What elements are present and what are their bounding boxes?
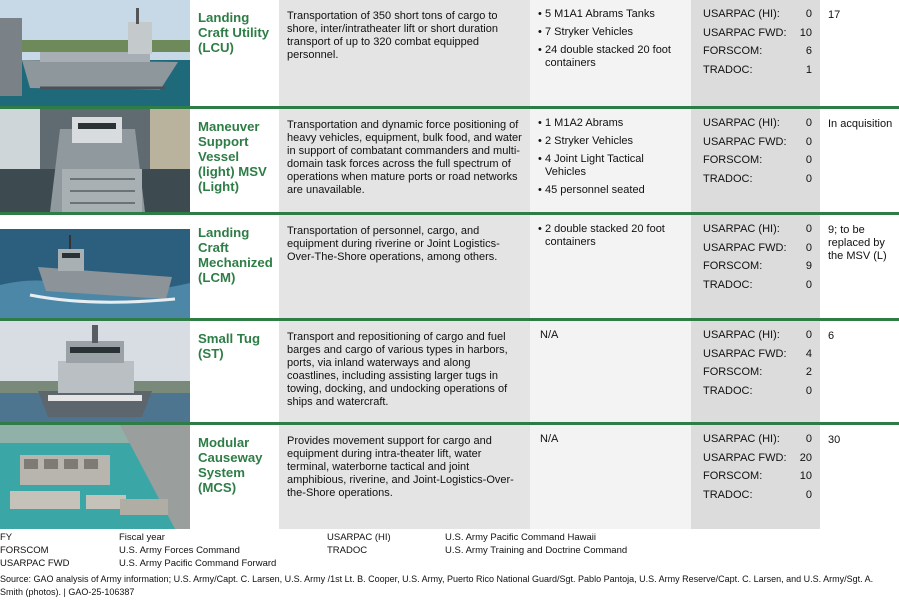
vessel-description: Transportation of 350 short tons of cargo to shore, inter/intratheater lift or short duration transport of up to 320 combat equipped personnel.: [279, 0, 530, 106]
location-count: 4: [805, 347, 812, 360]
location-label: USARPAC FWD:: [703, 135, 787, 148]
location-line: [703, 27, 812, 46]
capacity-item: • 24 double stacked 20 foot containers: [538, 44, 685, 70]
legend-full: Fiscal year: [119, 532, 165, 543]
location-label: USARPAC FWD:: [703, 241, 787, 254]
location-label: USARPAC (HI):: [703, 223, 780, 235]
vessel-locations: [691, 109, 820, 212]
location-label: USARPAC (HI):: [703, 8, 780, 20]
mcs-photo: [0, 425, 190, 529]
vessel-capacity: [530, 425, 691, 529]
legend-abbr: FY: [0, 532, 13, 543]
vessel-description: Provides movement support for cargo and equipment during intra-theater lift, water terminal, waterborne tactical and joint amphibious, riverine, and Joint-Logistics-Over-the-Shore operations.: [279, 425, 530, 529]
vessel-capacity: [530, 321, 691, 422]
location-label: USARPAC (HI):: [703, 329, 780, 341]
capacity-item: • 7 Stryker Vehicles: [538, 26, 685, 39]
location-count: 1: [805, 63, 812, 76]
capacity-item: • 4 Joint Light Tactical Vehicles: [538, 153, 685, 179]
legend-full: U.S. Army Training and Doctrine Command: [445, 545, 628, 556]
capacity-item: • 2 double stacked 20 foot containers: [538, 223, 685, 249]
vessel-row-mcs: [0, 422, 899, 529]
location-count: 0: [805, 384, 812, 397]
vessel-description: Transportation of personnel, cargo, and equipment during riverine or Joint Logistics-Over-The-Shore operations, among others.: [279, 215, 530, 318]
location-line: [703, 223, 812, 242]
location-label: TRADOC:: [703, 278, 753, 291]
msv-photo: [0, 109, 190, 212]
location-line: [703, 117, 812, 136]
legend-abbr: USARPAC (HI): [327, 532, 391, 543]
location-line: [703, 433, 812, 452]
location-count: 10: [799, 470, 812, 482]
vessel-description: Transport and repositioning of cargo and fuel barges and cargo of various types in harbors, ports, via inland waterways and along coastlines, including assisting larger tugs in towing, docking, and undocking operations of ships and watercraft.: [279, 321, 530, 422]
vessel-fy: 17: [820, 0, 899, 106]
vessel-row-lcu: [0, 0, 899, 106]
vessel-row-lcm: [0, 212, 899, 318]
location-label: TRADOC:: [703, 63, 753, 76]
vessel-locations: [691, 0, 820, 106]
vessel-capacity: [530, 0, 691, 106]
location-line: [703, 45, 812, 64]
location-line: [703, 260, 812, 279]
legend-abbr: FORSCOM: [0, 545, 49, 556]
vessel-locations: [691, 425, 820, 529]
location-label: FORSCOM:: [703, 260, 763, 272]
location-label: USARPAC (HI):: [703, 433, 780, 445]
location-count: 0: [805, 241, 812, 254]
vessel-fy: 6: [820, 321, 899, 422]
capacity-item: • 5 M1A1 Abrams Tanks: [538, 8, 685, 21]
location-line: [703, 385, 812, 404]
capacity-na: N/A: [540, 433, 559, 445]
lcm-photo: [0, 215, 190, 318]
location-label: FORSCOM:: [703, 154, 763, 166]
location-line: [703, 366, 812, 385]
location-label: TRADOC:: [703, 172, 753, 185]
legend-abbr: USARPAC FWD: [0, 558, 70, 569]
location-count: 0: [805, 488, 812, 501]
location-line: [703, 489, 812, 508]
location-count: 0: [805, 8, 812, 20]
location-count: 0: [805, 117, 812, 129]
location-line: [703, 329, 812, 348]
vessel-name: Small Tug (ST): [190, 321, 279, 422]
location-count: 0: [805, 329, 812, 341]
location-line: [703, 154, 812, 173]
legend-abbr: TRADOC: [327, 545, 368, 556]
lcu-photo: [0, 0, 190, 106]
location-label: USARPAC (HI):: [703, 117, 780, 129]
st-photo: [0, 321, 190, 422]
location-count: 0: [805, 135, 812, 148]
location-count: 10: [799, 26, 812, 39]
vessel-name: Landing Craft Mechanized (LCM): [190, 215, 279, 318]
location-label: USARPAC FWD:: [703, 451, 787, 464]
location-label: TRADOC:: [703, 488, 753, 501]
location-line: [703, 348, 812, 367]
location-count: 20: [799, 451, 812, 464]
vessel-name: Landing Craft Utility (LCU): [190, 0, 279, 106]
location-count: 2: [805, 366, 812, 378]
location-count: 6: [805, 45, 812, 57]
location-line: [703, 470, 812, 489]
location-label: USARPAC FWD:: [703, 347, 787, 360]
source-note: Source: GAO analysis of Army information; U.S. Army/Capt. C. Larsen, U.S. Army /1st Lt. B. Cooper, U.S. Army, Puerto Rico National Guard/Sgt. Pablo Pantoja, U.S. Army Reserve/Capt. C. Larsen, and U.S. Army/Sgt. A. Smith (photos). | GAO-25-106387: [0, 574, 874, 597]
legend-full: U.S. Army Pacific Command Hawaii: [445, 532, 596, 543]
location-line: [703, 242, 812, 261]
location-label: FORSCOM:: [703, 45, 763, 57]
location-count: 0: [805, 223, 812, 235]
location-label: FORSCOM:: [703, 470, 763, 482]
vessel-capacity: [530, 109, 691, 212]
vessel-fy: 9; to be replaced by the MSV (L): [820, 215, 899, 318]
location-label: TRADOC:: [703, 384, 753, 397]
location-count: 0: [805, 154, 812, 166]
location-label: FORSCOM:: [703, 366, 763, 378]
location-line: [703, 64, 812, 83]
location-count: 0: [805, 172, 812, 185]
vessel-row-msv: [0, 106, 899, 212]
vessel-locations: [691, 215, 820, 318]
vessel-description: Transportation and dynamic force positioning of heavy vehicles, equipment, bulk food, and water in support of combatant commanders and multi-domain task forces across the full spectrum of operations when mature ports or road networks are unavailable.: [279, 109, 530, 212]
location-count: 0: [805, 278, 812, 291]
legend-full: U.S. Army Pacific Command Forward: [119, 558, 277, 569]
vessel-name: Modular Causeway System (MCS): [190, 425, 279, 529]
location-count: 9: [805, 260, 812, 272]
location-line: [703, 8, 812, 27]
vessel-name: Maneuver Support Vessel (light) MSV (Light): [190, 109, 279, 212]
vessel-locations: [691, 321, 820, 422]
location-label: USARPAC FWD:: [703, 26, 787, 39]
location-line: [703, 136, 812, 155]
vessel-fy: In acquisition: [820, 109, 899, 212]
capacity-item: • 1 M1A2 Abrams: [538, 117, 685, 130]
capacity-na: N/A: [540, 329, 559, 341]
location-line: [703, 173, 812, 192]
vessel-row-st: [0, 318, 899, 422]
vessel-fy: 30: [820, 425, 899, 529]
location-line: [703, 452, 812, 471]
location-line: [703, 279, 812, 298]
legend-full: U.S. Army Forces Command: [119, 545, 240, 556]
capacity-item: • 45 personnel seated: [538, 184, 685, 197]
capacity-item: • 2 Stryker Vehicles: [538, 135, 685, 148]
location-count: 0: [805, 433, 812, 445]
vessel-capacity: [530, 215, 691, 318]
